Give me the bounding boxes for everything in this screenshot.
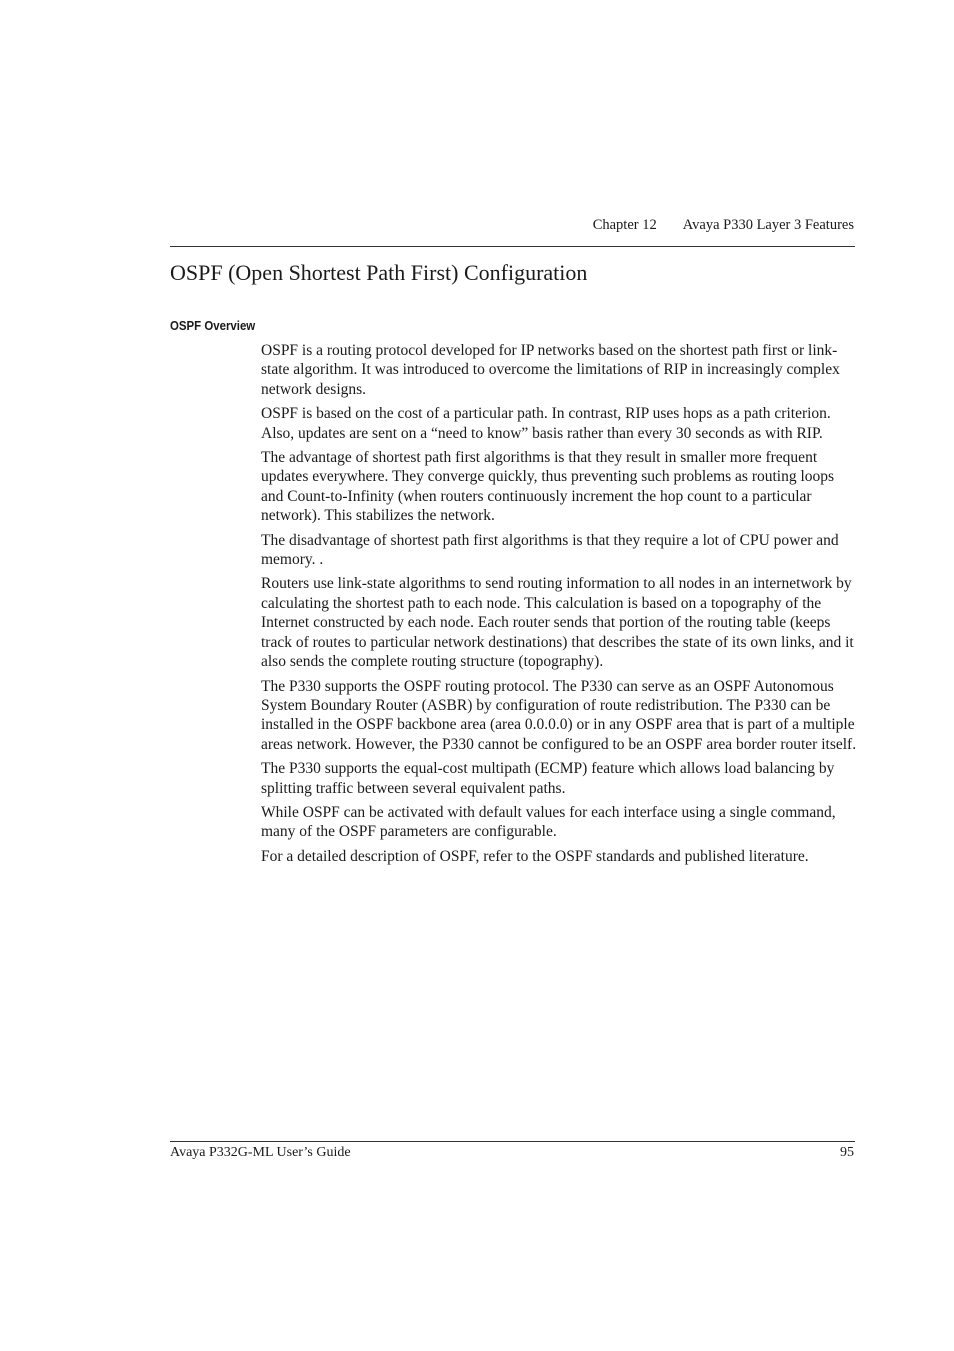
paragraph: The advantage of shortest path first algorithms is that they result in smaller more frequent updates everywhere. They converge quickly, thus preventing such problems as routing loops and Count-to-Infinity (when routers continuously increment the hop count to a particular network). This stabilizes the network.	[261, 449, 835, 525]
paragraph: The P330 supports the OSPF routing protocol. The P330 can serve as an OSPF Autonomous System Boundary Router (ASBR) by configuration of route redistribution. The P330 can be installed in the OSPF backbone area (area 0.0.0.0) or in any OSPF area that is part of a multiple areas network. However, the P330 cannot be configured to be an OSPF area border router itself.	[261, 677, 857, 753]
body-text	[261, 341, 857, 871]
paragraph: OSPF is a routing protocol developed for IP networks based on the shortest path first or link-state algorithm. It was introduced to overcome the limitations of RIP in increasingly complex network designs.	[261, 342, 840, 398]
paragraph: For a detailed description of OSPF, refer to the OSPF standards and published literature.	[261, 847, 809, 865]
footer-guide-title: Avaya P332G-ML User’s Guide	[170, 1145, 351, 1160]
page-number: 95	[840, 1145, 854, 1160]
running-header	[170, 216, 854, 234]
header-divider	[170, 246, 855, 247]
subsection-title: OSPF Overview	[170, 318, 256, 333]
chapter-title: Avaya P330 Layer 3 Features	[682, 217, 854, 233]
section-title: OSPF (Open Shortest Path First) Configuration	[170, 260, 588, 285]
chapter-number: Chapter 12	[592, 217, 657, 233]
footer-divider	[170, 1141, 855, 1142]
paragraph: The disadvantage of shortest path first algorithms is that they require a lot of CPU power and memory. .	[261, 531, 839, 569]
paragraph: Routers use link-state algorithms to send routing information to all nodes in an internetwork by calculating the shortest path to each node. This calculation is based on a topography of the Internet constructed by each node. Each router sends that portion of the routing table (keeps track of routes to particular network destinations) that describes the state of its own links, and it also sends the complete routing structure (topography).	[261, 575, 854, 671]
paragraph: The P330 supports the equal-cost multipath (ECMP) feature which allows load balancing by splitting traffic between several equivalent paths.	[261, 760, 835, 797]
paragraph: While OSPF can be activated with default values for each interface using a single command, many of the OSPF parameters are configurable.	[261, 803, 836, 841]
paragraph: OSPF is based on the cost of a particular path. In contrast, RIP uses hops as a path criterion. Also, updates are sent on a “need to know” basis rather than every 30 seconds as with RIP.	[261, 405, 831, 442]
